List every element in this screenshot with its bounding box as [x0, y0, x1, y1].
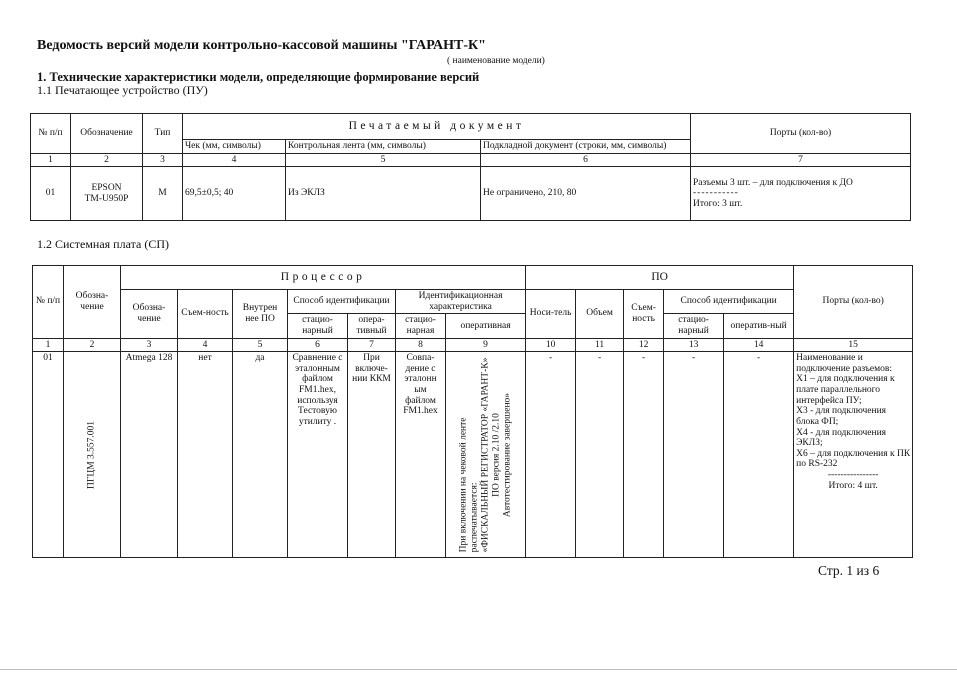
row-no: 01 [31, 167, 71, 221]
row-volume: - [576, 352, 624, 558]
section-1-2-heading: 1.2 Системная плата (СП) [37, 237, 169, 251]
header-removable: Съем-ность [178, 290, 233, 339]
row-po-stat: - [664, 352, 724, 558]
row-po-removable: - [624, 352, 664, 558]
header-type: Тип [143, 114, 183, 154]
ports-total: Итого: 3 шт. [693, 199, 743, 210]
ports-line-2: Х1 – для подключения к плате параллельного интерфейса ПУ; [796, 374, 895, 406]
header-stationary: стацио-нарный [288, 314, 348, 338]
system-board-table [32, 265, 913, 558]
row-oper-char [446, 352, 526, 558]
table-row [31, 167, 911, 221]
row-ports [691, 167, 911, 221]
header-po-id-method: Способ идентификации [664, 290, 794, 314]
row-proc: Atmega 128 [121, 352, 178, 558]
col-number: 9 [446, 338, 526, 352]
header-no: № п/п [31, 114, 71, 154]
row-designation [64, 352, 121, 558]
ports-line-3: Х3 - для подключения блока ФП; [796, 406, 887, 427]
header-id-characteristic: Идентификационная характеристика [396, 290, 526, 314]
ports-line-5: Х6 – для подключения к ПК по RS-232 [796, 448, 911, 470]
designation-vertical: ПГЦМ 3.557.001 [86, 420, 97, 489]
header-po: ПО [526, 266, 794, 290]
designation-line-2: TM-U950P [84, 193, 129, 204]
table-row [33, 352, 913, 558]
header-processor: Процессор [121, 266, 526, 290]
header-ports: Порты (кол-во) [794, 266, 913, 339]
model-name-note: ( наименование модели) [447, 56, 545, 66]
header-carrier: Носи-тель [526, 290, 576, 339]
row-stat-method: Сравнение с эталонным файлом FM1.hex, используя Тестовую утилиту . [288, 352, 348, 558]
ports-line-1: Наименование и подключение разъемов: [796, 353, 892, 374]
col-number: 7 [348, 338, 396, 352]
header-no: № п/п [33, 266, 64, 339]
row-oper-method: При включе-нии ККМ [348, 352, 396, 558]
row-removable: нет [178, 352, 233, 558]
col-number: 1 [31, 153, 71, 167]
col-number: 5 [286, 153, 481, 167]
section-1-heading: 1. Технические характеристики модели, определяющие формирование версий [37, 70, 480, 84]
row-ports [794, 352, 913, 558]
row-internal: да [233, 352, 288, 558]
col-number: 1 [33, 338, 64, 352]
col-number: 13 [664, 338, 724, 352]
oper-char-line-2: распечатывается: [469, 482, 480, 552]
row-po-oper: - [724, 352, 794, 558]
col-number: 15 [794, 338, 913, 352]
header-stationary-f: стацио-нарная [396, 314, 446, 338]
header-po-removable: Съем-ность [624, 290, 664, 339]
header-printed-document: Печатаемый документ [183, 114, 691, 140]
header-tape: Контрольная лента (мм, символы) [286, 140, 481, 154]
col-number: 7 [691, 153, 911, 167]
header-proc-designation: Обозна-чение [121, 290, 178, 339]
col-number: 2 [64, 338, 121, 352]
col-number: 3 [143, 153, 183, 167]
row-slip: Не ограничено, 210, 80 [481, 167, 691, 221]
ports-separator: ----------- [693, 188, 739, 199]
col-number: 5 [233, 338, 288, 352]
ports-line-4: Х4 - для подключения ЭКЛЗ; [796, 427, 887, 449]
header-slip: Подкладной документ (строки, мм, символы) [481, 140, 691, 154]
header-designation: Обозначение [71, 114, 143, 154]
header-internal-po: Внутрен нее ПО [233, 290, 288, 339]
header-po-operative: оператив-ный [724, 314, 794, 338]
designation-line-1: EPSON [91, 183, 122, 194]
header-ports: Порты (кол-во) [691, 114, 911, 154]
header-operative: опера-тивный [348, 314, 396, 338]
row-check: 69,5±0,5; 40 [183, 167, 286, 221]
col-number: 11 [576, 338, 624, 352]
row-stat-char: Совпа-дение с эталонн ым файлом FM1.hex [396, 352, 446, 558]
oper-char-line-3: «ФИСКАЛЬНЫЙ РЕГИСТРАТОР «ГАРАНТ-К» [480, 357, 491, 552]
oper-char-line-5: Автотестирование завершено» [501, 392, 512, 517]
col-number: 4 [183, 153, 286, 167]
document-title: Ведомость версий модели контрольно-кассовой машины "ГАРАНТ-К" [37, 38, 486, 53]
ports-total: Итого: 4 шт. [828, 480, 878, 491]
header-volume: Объем [576, 290, 624, 339]
header-id-method: Способ идентификации [288, 290, 396, 314]
col-number: 4 [178, 338, 233, 352]
row-no: 01 [33, 352, 64, 558]
col-number: 14 [724, 338, 794, 352]
col-number: 12 [624, 338, 664, 352]
col-number: 6 [481, 153, 691, 167]
col-number: 3 [121, 338, 178, 352]
oper-char-vertical [458, 357, 513, 552]
printer-table [30, 113, 911, 221]
page-number: Стр. 1 из 6 [818, 563, 880, 578]
header-check: Чек (мм, символы) [183, 140, 286, 154]
row-tape: Из ЭКЛЗ [286, 167, 481, 221]
ports-line-1: Разъемы 3 шт. – для подключения к ДО [693, 177, 853, 188]
section-1-1-heading: 1.1 Печатающее устройство (ПУ) [37, 83, 208, 97]
row-designation [71, 167, 143, 221]
row-type: M [143, 167, 183, 221]
header-operative-f: оперативная [446, 314, 526, 338]
oper-char-line-4: ПО версия 2.10 /2.10 [491, 412, 502, 497]
scan-edge-divider [0, 669, 957, 670]
row-carrier: - [526, 352, 576, 558]
col-number: 2 [71, 153, 143, 167]
col-number: 10 [526, 338, 576, 352]
header-po-stationary: стацио-нарный [664, 314, 724, 338]
col-number: 6 [288, 338, 348, 352]
col-number: 8 [396, 338, 446, 352]
header-designation: Обозна-чение [64, 266, 121, 339]
oper-char-line-1: При включении на чековой ленте [458, 417, 469, 552]
ports-separator: ---------------- [827, 470, 879, 480]
